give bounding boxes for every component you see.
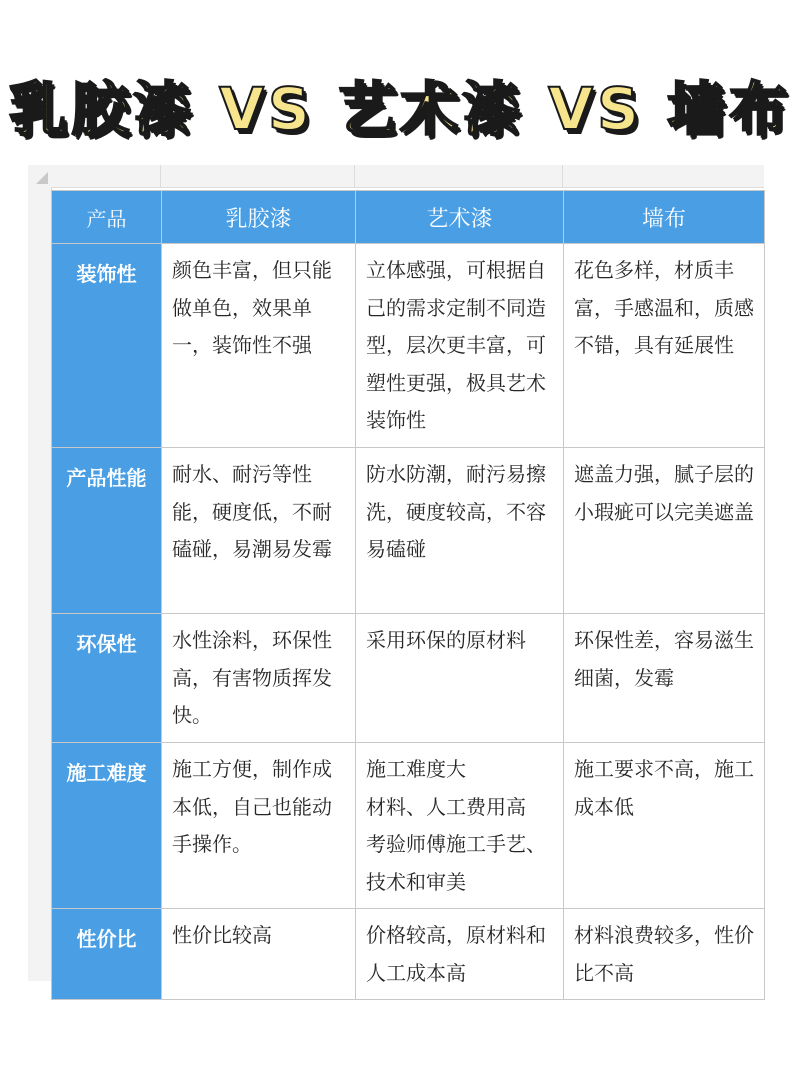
table-cell[interactable]: 价格较高，原材料和人工成本高 xyxy=(356,909,564,1000)
header-cell-wall-cloth[interactable]: 墙布 xyxy=(564,191,765,244)
row-label-construction[interactable]: 施工难度 xyxy=(52,743,162,909)
table-cell[interactable]: 施工要求不高，施工成本低 xyxy=(564,743,765,909)
table-cell[interactable]: 遮盖力强，腻子层的小瑕疵可以完美遮盖 xyxy=(564,448,765,614)
table-cell[interactable]: 耐水、耐污等性能，硬度低，不耐磕碰，易潮易发霉 xyxy=(162,448,356,614)
table-cell[interactable]: 水性涂料，环保性高，有害物质挥发快。 xyxy=(162,614,356,743)
table-row xyxy=(52,448,765,614)
header-row xyxy=(52,191,765,244)
table-row xyxy=(52,614,765,743)
table-cell[interactable]: 采用环保的原材料 xyxy=(356,614,564,743)
table-row xyxy=(52,909,765,1000)
header-cell-art-paint[interactable]: 艺术漆 xyxy=(356,191,564,244)
row-header-strip xyxy=(28,187,52,981)
table-cell[interactable]: 立体感强，可根据自己的需求定制不同造型，层次更丰富，可塑性更强，极具艺术装饰性 xyxy=(356,244,564,448)
table-cell[interactable]: 材料浪费较多，性价比不高 xyxy=(564,909,765,1000)
row-label-value[interactable]: 性价比 xyxy=(52,909,162,1000)
table-cell[interactable]: 防水防潮，耐污易擦洗，硬度较高，不容易磕碰 xyxy=(356,448,564,614)
table-row xyxy=(52,244,765,448)
column-header-strip xyxy=(51,165,764,188)
table-cell[interactable]: 施工方便，制作成本低，自己也能动手操作。 xyxy=(162,743,356,909)
row-label-eco[interactable]: 环保性 xyxy=(52,614,162,743)
row-label-decoration[interactable]: 装饰性 xyxy=(52,244,162,448)
table-cell[interactable]: 环保性差，容易滋生细菌，发霉 xyxy=(564,614,765,743)
table-cell[interactable]: 颜色丰富，但只能做单色，效果单一，装饰性不强 xyxy=(162,244,356,448)
table-cell[interactable]: 施工难度大 材料、人工费用高 考验师傅施工手艺、技术和审美 xyxy=(356,743,564,909)
select-all-corner[interactable] xyxy=(28,165,52,188)
table-cell[interactable]: 花色多样，材质丰富，手感温和，质感不错，具有延展性 xyxy=(564,244,765,448)
header-cell-latex-paint[interactable]: 乳胶漆 xyxy=(162,191,356,244)
row-label-performance[interactable]: 产品性能 xyxy=(52,448,162,614)
table-cell[interactable]: 性价比较高 xyxy=(162,909,356,1000)
table-row xyxy=(52,743,765,909)
comparison-table xyxy=(51,190,765,1000)
spreadsheet xyxy=(28,165,764,985)
page-title: 乳胶漆 VS 艺术漆 VS 墙布 xyxy=(8,75,792,143)
header-cell-product[interactable]: 产品 xyxy=(52,191,162,244)
